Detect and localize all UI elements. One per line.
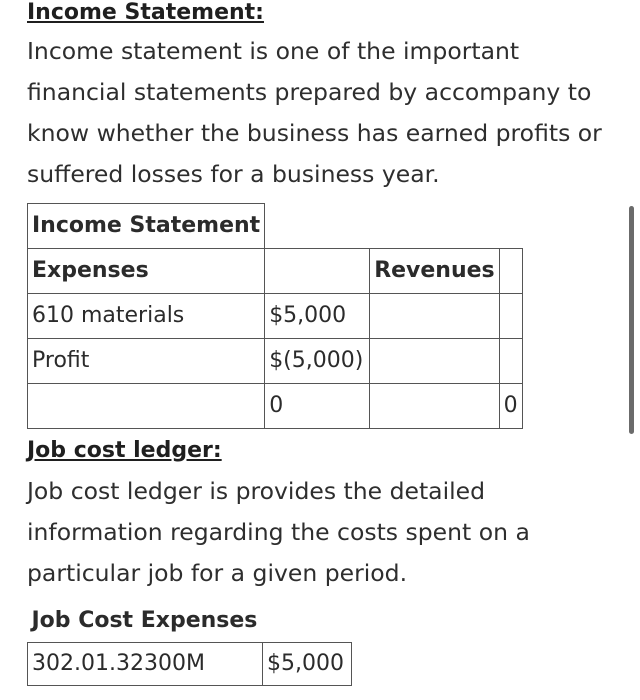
- row-amount: $(5,000): [265, 338, 370, 383]
- row-extra: [499, 293, 522, 338]
- row-amount: 0: [265, 383, 370, 428]
- row-label: Profit: [28, 338, 265, 383]
- job-cost-ledger-heading: Job cost ledger:: [27, 437, 222, 463]
- row-label: 302.01.32300M: [28, 642, 263, 685]
- row-revenue: [370, 293, 499, 338]
- income-statement-table: [27, 203, 523, 429]
- table-row: [28, 383, 523, 428]
- row-label: 610 materials: [28, 293, 265, 338]
- income-table-title: Income Statement: [28, 204, 265, 249]
- table-row: [28, 642, 352, 685]
- document-body: [27, 0, 617, 686]
- revenues-header: Revenues: [370, 248, 499, 293]
- table-row: [28, 248, 523, 293]
- row-extra: 0: [499, 383, 522, 428]
- job-table-title: Job Cost Expenses: [31, 608, 258, 633]
- vertical-scrollbar[interactable]: [629, 206, 634, 434]
- income-statement-description: Income statement is one of the important financial statements prepared by accompany to know whether the business has earned profits or suffered losses for a business year.: [27, 37, 602, 188]
- row-extra: [499, 338, 522, 383]
- table-row: [28, 293, 523, 338]
- job-cost-ledger-description: Job cost ledger is provides the detailed information regarding the costs spent on a particular job for a given period.: [27, 476, 530, 587]
- row-revenue: [370, 338, 499, 383]
- expenses-header: Expenses: [28, 248, 265, 293]
- row-label: [28, 383, 265, 428]
- row-revenue: [370, 383, 499, 428]
- job-cost-table: [27, 600, 352, 686]
- income-statement-heading: Income Statement:: [27, 0, 264, 25]
- row-amount: $5,000: [263, 642, 352, 685]
- table-row: [28, 338, 523, 383]
- row-amount: $5,000: [265, 293, 370, 338]
